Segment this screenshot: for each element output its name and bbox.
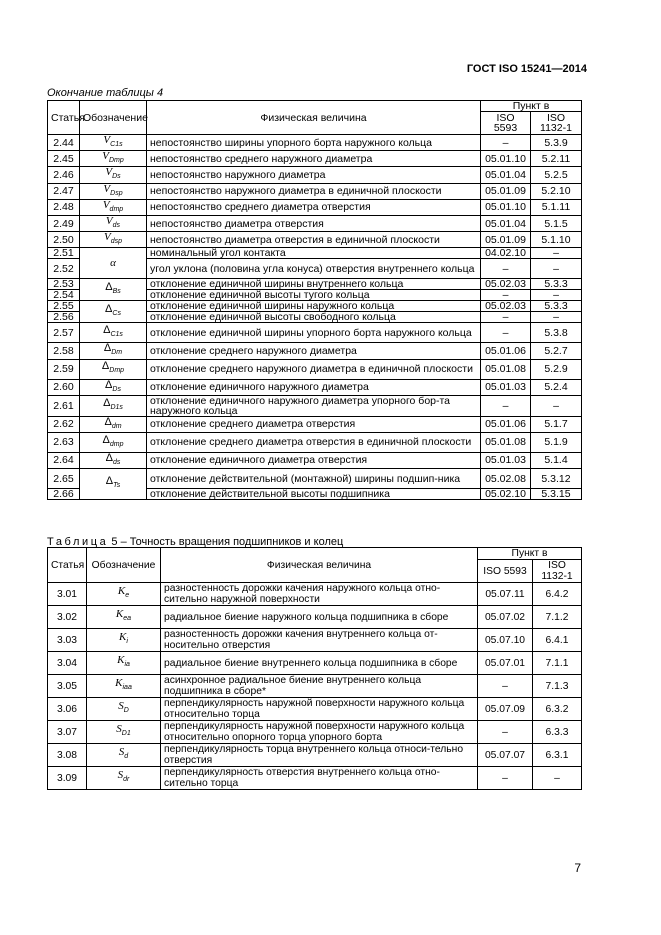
cell-iso1132: 5.2.9 xyxy=(531,359,582,379)
symbol-base: V xyxy=(102,198,110,211)
cell-article: 2.60 xyxy=(48,379,80,395)
symbol-cell xyxy=(80,359,147,379)
table-row xyxy=(48,301,582,312)
symbol-subscript: Cs xyxy=(112,310,121,318)
symbol-base: K xyxy=(117,585,126,598)
symbol-base: Δ xyxy=(104,415,112,428)
symbol-base: V xyxy=(103,231,111,244)
symbol-cell xyxy=(87,606,161,629)
cell-iso5593: 05.07.11 xyxy=(478,583,533,606)
table-row xyxy=(48,151,582,167)
cell-article: 2.54 xyxy=(48,290,80,301)
col-article: Статья xyxy=(48,548,87,583)
symbol-subscript: C1s xyxy=(110,331,123,339)
cell-iso1132: 5.1.5 xyxy=(531,215,582,231)
cell-quantity: отклонение единичной ширины упорного борта наружного кольца xyxy=(147,323,481,343)
cell-iso5593: 05.01.04 xyxy=(481,167,531,183)
cell-quantity: перпендикулярность отверстия внутреннего кольца отно-сительно торца xyxy=(161,767,478,790)
cell-iso5593: 05.01.03 xyxy=(481,452,531,468)
cell-article: 2.65 xyxy=(48,469,80,489)
symbol-cell xyxy=(80,395,147,416)
cell-iso1132: 6.4.2 xyxy=(533,583,582,606)
symbol-subscript: iaa xyxy=(122,684,132,692)
cell-quantity: отклонение единичной высоты тугого кольца xyxy=(147,290,481,301)
table-row xyxy=(48,279,582,290)
standard-designation: ГОСТ ISO 15241—2014 xyxy=(466,63,587,75)
cell-iso1132: 5.2.4 xyxy=(531,379,582,395)
table-row xyxy=(48,343,582,359)
symbol-base: K xyxy=(117,654,125,667)
table-row xyxy=(48,767,582,790)
cell-iso1132: 5.3.15 xyxy=(531,489,582,500)
cell-quantity: угол уклона (половина угла конуса) отверстия внутреннего кольца xyxy=(147,259,481,279)
col-clause: Пункт в xyxy=(478,548,582,560)
table-row xyxy=(48,199,582,215)
symbol-cell xyxy=(80,199,147,215)
cell-iso1132: 5.1.7 xyxy=(531,416,582,432)
col-iso1132: ISO 1132-1 xyxy=(533,560,582,583)
symbol-cell xyxy=(80,151,147,167)
cell-iso5593: – xyxy=(481,135,531,151)
cell-quantity: радиальное биение наружного кольца подшипника в сборе xyxy=(161,606,478,629)
cell-iso1132: 5.2.11 xyxy=(531,151,582,167)
cell-quantity: отклонение действительной (монтажной) ширины подшип-ника xyxy=(147,469,481,489)
cell-iso5593: – xyxy=(481,312,531,323)
cell-iso5593: 05.02.03 xyxy=(481,301,531,312)
symbol-subscript: d xyxy=(124,753,129,761)
symbol-subscript: i xyxy=(126,638,128,646)
cell-iso1132: – xyxy=(531,259,582,279)
symbol-cell xyxy=(87,744,161,767)
cell-quantity: непостоянство наружного диаметра в единичной плоскости xyxy=(147,183,481,199)
symbol-subscript: D xyxy=(123,707,129,715)
cell-article: 2.49 xyxy=(48,215,80,231)
cell-quantity: отклонение единичной ширины наружного кольца xyxy=(147,301,481,312)
cell-article: 2.50 xyxy=(48,232,80,248)
symbol-cell xyxy=(80,167,147,183)
symbol-base: V xyxy=(103,134,111,146)
symbol-subscript: e xyxy=(125,592,130,600)
cell-article: 2.44 xyxy=(48,135,80,151)
cell-iso5593: 05.01.09 xyxy=(481,232,531,248)
symbol-cell xyxy=(80,279,147,301)
table-row xyxy=(48,248,582,259)
cell-iso1132: 5.2.5 xyxy=(531,167,582,183)
symbol-base: V xyxy=(103,182,111,195)
cell-quantity: отклонение единичного диаметра отверстия xyxy=(147,452,481,468)
col-symbol: Обозначение xyxy=(87,548,161,583)
symbol-cell xyxy=(87,767,161,790)
cell-iso5593: 05.01.08 xyxy=(481,432,531,452)
cell-quantity: непостоянство среднего наружного диаметра xyxy=(147,151,481,167)
cell-article: 3.01 xyxy=(48,583,87,606)
cell-quantity: разностенность дорожки качения наружного кольца отно-сительно наружной поверхности xyxy=(161,583,478,606)
cell-article: 2.48 xyxy=(48,199,80,215)
page-number: 7 xyxy=(574,861,581,875)
cell-iso1132: 5.1.4 xyxy=(531,452,582,468)
cell-iso5593: 05.01.06 xyxy=(481,343,531,359)
symbol-cell xyxy=(87,652,161,675)
cell-article: 3.06 xyxy=(48,698,87,721)
cell-iso1132: 5.1.11 xyxy=(531,199,582,215)
cell-quantity: радиальное биение внутреннего кольца подшипника в сборе xyxy=(161,652,478,675)
table4-caption: Окончание таблицы 4 xyxy=(47,87,164,99)
symbol-base: Δ xyxy=(105,378,113,391)
cell-iso5593: 05.07.10 xyxy=(478,629,533,652)
symbol-base: V xyxy=(102,150,109,163)
cell-iso1132: 5.3.8 xyxy=(531,323,582,343)
symbol-base: Δ xyxy=(103,324,111,337)
col-clause: Пункт в xyxy=(481,101,582,112)
cell-article: 3.07 xyxy=(48,721,87,744)
cell-quantity: отклонение среднего наружного диаметра xyxy=(147,343,481,359)
table-row xyxy=(48,469,582,489)
cell-iso5593: – xyxy=(481,290,531,301)
cell-iso1132: 6.3.1 xyxy=(533,744,582,767)
table-row xyxy=(48,583,582,606)
cell-iso1132: – xyxy=(533,767,582,790)
cell-iso5593: 04.02.10 xyxy=(481,248,531,259)
table-row xyxy=(48,135,582,151)
cell-article: 2.63 xyxy=(48,432,80,452)
symbol-cell xyxy=(87,698,161,721)
cell-article: 2.55 xyxy=(48,301,80,312)
cell-iso1132: 7.1.3 xyxy=(533,675,582,698)
cell-article: 3.03 xyxy=(48,629,87,652)
table-row xyxy=(48,629,582,652)
symbol-subscript: Ds xyxy=(112,385,121,393)
table-row xyxy=(48,167,582,183)
cell-quantity: непостоянство среднего диаметра отверстия xyxy=(147,199,481,215)
symbol-subscript: Dmp xyxy=(109,367,125,375)
symbol-cell xyxy=(87,675,161,698)
cell-article: 2.45 xyxy=(48,151,80,167)
symbol-cell xyxy=(80,135,147,151)
cell-quantity: непостоянство ширины упорного борта наружного кольца xyxy=(147,135,481,151)
cell-quantity: номинальный угол контакта xyxy=(147,248,481,259)
symbol-base: K xyxy=(115,608,124,621)
symbol-subscript: Ts xyxy=(113,482,121,490)
cell-quantity: непостоянство диаметра отверстия в единичной плоскости xyxy=(147,232,481,248)
cell-iso1132: – xyxy=(531,395,582,416)
cell-article: 2.64 xyxy=(48,452,80,468)
cell-iso5593: – xyxy=(481,323,531,343)
cell-iso5593: – xyxy=(481,395,531,416)
cell-iso1132: 7.1.2 xyxy=(533,606,582,629)
symbol-base: α xyxy=(110,257,116,270)
col-iso5593: ISO 5593 xyxy=(481,112,531,135)
cell-quantity: перпендикулярность торца внутреннего кольца относи-тельно отверстия xyxy=(161,744,478,767)
symbol-subscript: dsp xyxy=(110,238,123,246)
cell-iso5593: 05.02.10 xyxy=(481,489,531,500)
cell-quantity: отклонение единичного наружного диаметра xyxy=(147,379,481,395)
symbol-subscript: ia xyxy=(124,661,130,669)
symbol-base: Δ xyxy=(102,433,110,446)
symbol-cell xyxy=(80,469,147,500)
cell-quantity: отклонение единичного наружного диаметра упорного бор-та наружного кольца xyxy=(147,395,481,416)
cell-article: 2.61 xyxy=(48,395,80,416)
symbol-base: Δ xyxy=(103,342,112,355)
cell-iso1132: 6.3.3 xyxy=(533,721,582,744)
cell-article: 2.51 xyxy=(48,248,80,259)
table-row xyxy=(48,744,582,767)
cell-iso5593: – xyxy=(478,675,533,698)
cell-iso5593: 05.07.02 xyxy=(478,606,533,629)
symbol-cell xyxy=(80,215,147,231)
cell-iso5593: 05.01.06 xyxy=(481,416,531,432)
symbol-cell xyxy=(87,721,161,744)
col-article: Статья xyxy=(48,101,80,135)
symbol-subscript: Ds xyxy=(112,173,121,181)
symbol-cell xyxy=(80,432,147,452)
cell-iso5593: – xyxy=(478,767,533,790)
table-row xyxy=(48,452,582,468)
symbol-subscript: Bs xyxy=(112,288,121,296)
col-iso5593: ISO 5593 xyxy=(478,560,533,583)
symbol-cell xyxy=(80,248,147,279)
cell-quantity: отклонение среднего наружного диаметра в единичной плоскости xyxy=(147,359,481,379)
symbol-base: Δ xyxy=(105,475,114,488)
cell-iso1132: 5.2.10 xyxy=(531,183,582,199)
table-4 xyxy=(47,100,582,500)
cell-article: 2.66 xyxy=(48,489,80,500)
cell-iso1132: 5.3.3 xyxy=(531,279,582,290)
cell-article: 2.53 xyxy=(48,279,80,290)
cell-quantity: отклонение единичной ширины внутреннего кольца xyxy=(147,279,481,290)
table-row xyxy=(48,359,582,379)
cell-iso5593: 05.01.10 xyxy=(481,151,531,167)
cell-quantity: разностенность дорожки качения внутреннего кольца от-носительно отверстия xyxy=(161,629,478,652)
symbol-subscript: D1 xyxy=(121,730,131,738)
cell-article: 3.02 xyxy=(48,606,87,629)
symbol-cell xyxy=(87,629,161,652)
symbol-base: V xyxy=(105,214,113,227)
symbol-base: K xyxy=(115,677,123,690)
table-row xyxy=(48,675,582,698)
cell-article: 2.56 xyxy=(48,312,80,323)
cell-iso1132: – xyxy=(531,312,582,323)
symbol-subscript: D1s xyxy=(110,404,123,412)
symbol-cell xyxy=(80,416,147,432)
cell-iso5593: 05.02.03 xyxy=(481,279,531,290)
symbol-subscript: Dsp xyxy=(110,189,123,197)
cell-article: 2.47 xyxy=(48,183,80,199)
symbol-base: V xyxy=(105,166,113,179)
cell-article: 2.59 xyxy=(48,359,80,379)
cell-quantity: отклонение единичной высоты свободного кольца xyxy=(147,312,481,323)
cell-article: 3.04 xyxy=(48,652,87,675)
symbol-subscript: C1s xyxy=(110,141,123,149)
table-row xyxy=(48,721,582,744)
cell-article: 3.05 xyxy=(48,675,87,698)
cell-iso1132: – xyxy=(531,290,582,301)
symbol-subscript: dr xyxy=(123,776,130,784)
symbol-base: S xyxy=(118,746,125,759)
symbol-subscript: dm xyxy=(111,422,122,430)
symbol-base: Δ xyxy=(105,451,113,464)
col-quantity: Физическая величина xyxy=(161,548,478,583)
cell-quantity: перпендикулярность наружной поверхности наружного кольца относительно торца xyxy=(161,698,478,721)
cell-quantity: асинхронное радиальное биение внутреннего кольца подшипника в сборе* xyxy=(161,675,478,698)
symbol-base: Δ xyxy=(105,303,113,316)
cell-iso5593: – xyxy=(481,259,531,279)
cell-article: 2.58 xyxy=(48,343,80,359)
cell-article: 3.08 xyxy=(48,744,87,767)
cell-quantity: отклонение среднего диаметра отверстия xyxy=(147,416,481,432)
table-row xyxy=(48,606,582,629)
table-row xyxy=(48,416,582,432)
cell-article: 2.52 xyxy=(48,259,80,279)
col-quantity: Физическая величина xyxy=(147,101,481,135)
cell-iso1132: – xyxy=(531,248,582,259)
table-row xyxy=(48,215,582,231)
table-row xyxy=(48,183,582,199)
cell-iso5593: 05.01.09 xyxy=(481,183,531,199)
cell-quantity: отклонение среднего диаметра отверстия в единичной плоскости xyxy=(147,432,481,452)
cell-quantity: отклонение действительной высоты подшипника xyxy=(147,489,481,500)
cell-quantity: непостоянство диаметра отверстия xyxy=(147,215,481,231)
table-row xyxy=(48,698,582,721)
cell-iso1132: 5.2.7 xyxy=(531,343,582,359)
cell-article: 3.09 xyxy=(48,767,87,790)
cell-iso1132: 5.3.12 xyxy=(531,469,582,489)
col-iso1132: ISO 1132-1 xyxy=(531,112,582,135)
cell-iso1132: 5.1.10 xyxy=(531,232,582,248)
symbol-base: Δ xyxy=(105,281,113,294)
table-row xyxy=(48,379,582,395)
symbol-base: Δ xyxy=(103,397,111,410)
symbol-cell xyxy=(80,183,147,199)
table-row xyxy=(48,323,582,343)
table-5 xyxy=(47,547,582,790)
table-row xyxy=(48,395,582,416)
symbol-base: S xyxy=(116,723,122,736)
symbol-base: S xyxy=(118,700,124,713)
cell-quantity: непостоянство наружного диаметра xyxy=(147,167,481,183)
symbol-subscript: ds xyxy=(112,222,121,230)
symbol-subscript: dmp xyxy=(109,440,124,448)
symbol-cell xyxy=(80,323,147,343)
table5-caption: Таблица 5 – Точность вращения подшипников и колец xyxy=(47,536,344,548)
cell-article: 2.46 xyxy=(48,167,80,183)
table-row xyxy=(48,652,582,675)
symbol-cell xyxy=(80,301,147,323)
cell-iso1132: 5.3.9 xyxy=(531,135,582,151)
symbol-subscript: ds xyxy=(112,459,121,467)
symbol-cell xyxy=(80,452,147,468)
symbol-cell xyxy=(80,379,147,395)
symbol-cell xyxy=(80,232,147,248)
cell-iso5593: 05.07.09 xyxy=(478,698,533,721)
cell-iso1132: 6.4.1 xyxy=(533,629,582,652)
cell-iso5593: 05.07.01 xyxy=(478,652,533,675)
cell-iso5593: 05.07.07 xyxy=(478,744,533,767)
table-row xyxy=(48,432,582,452)
cell-iso1132: 7.1.1 xyxy=(533,652,582,675)
cell-iso5593: 05.02.08 xyxy=(481,469,531,489)
symbol-cell xyxy=(87,583,161,606)
cell-iso5593: 05.01.03 xyxy=(481,379,531,395)
symbol-base: Δ xyxy=(101,360,110,373)
cell-iso1132: 5.1.9 xyxy=(531,432,582,452)
cell-iso5593: 05.01.10 xyxy=(481,199,531,215)
symbol-subscript: ea xyxy=(123,615,132,623)
symbol-cell xyxy=(80,343,147,359)
col-symbol: Обозначение xyxy=(80,101,147,135)
cell-iso5593: 05.01.08 xyxy=(481,359,531,379)
cell-iso1132: 6.3.2 xyxy=(533,698,582,721)
symbol-base: S xyxy=(117,769,124,782)
cell-quantity: перпендикулярность наружной поверхности наружного кольца относительно опорного торца упорного борта xyxy=(161,721,478,744)
symbol-subscript: Dmp xyxy=(108,157,124,165)
symbol-subscript: Dm xyxy=(111,349,123,357)
cell-article: 2.62 xyxy=(48,416,80,432)
symbol-base: K xyxy=(119,631,127,644)
cell-article: 2.57 xyxy=(48,323,80,343)
cell-iso5593: – xyxy=(478,721,533,744)
table-row xyxy=(48,232,582,248)
symbol-subscript: dmp xyxy=(109,205,124,213)
cell-iso5593: 05.01.04 xyxy=(481,215,531,231)
cell-iso1132: 5.3.3 xyxy=(531,301,582,312)
